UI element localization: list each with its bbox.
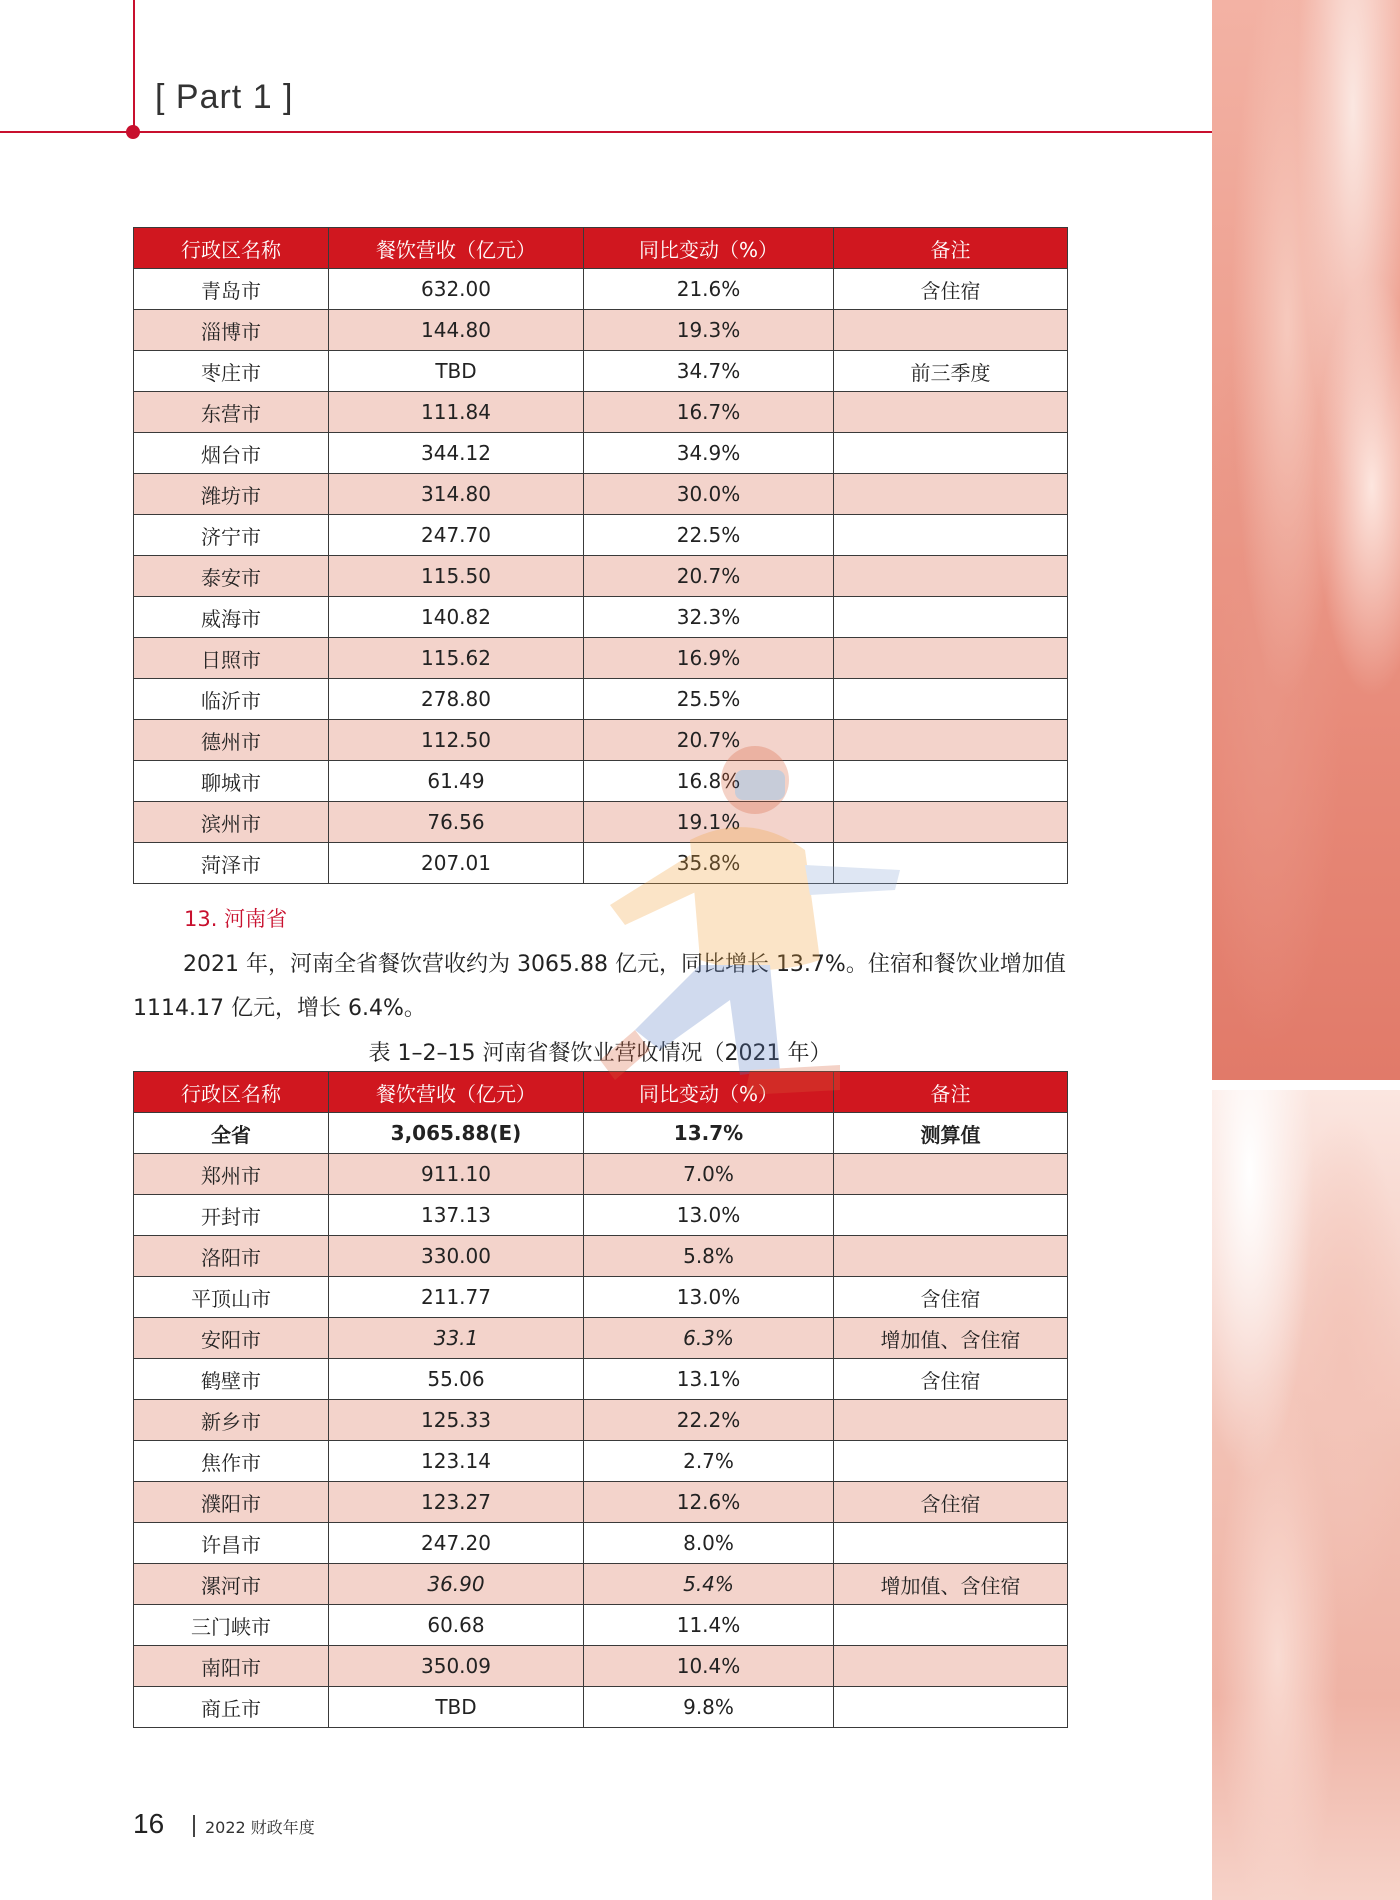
revenue-cell: 330.00 xyxy=(329,1236,584,1277)
region-cell: 滨州市 xyxy=(134,802,329,843)
region-cell: 新乡市 xyxy=(134,1400,329,1441)
change-cell: 22.2% xyxy=(584,1400,834,1441)
page-number: 16 xyxy=(133,1808,165,1839)
note-cell xyxy=(834,392,1068,433)
revenue-cell: 123.14 xyxy=(329,1441,584,1482)
region-cell: 郑州市 xyxy=(134,1154,329,1195)
footer-divider xyxy=(193,1815,195,1837)
change-cell: 5.8% xyxy=(584,1236,834,1277)
revenue-cell: TBD xyxy=(329,1687,584,1728)
table-row xyxy=(134,761,1068,802)
table-row xyxy=(134,597,1068,638)
change-cell: 16.7% xyxy=(584,392,834,433)
table-row-total xyxy=(134,1113,1068,1154)
revenue-cell: 125.33 xyxy=(329,1400,584,1441)
revenue-cell: 111.84 xyxy=(329,392,584,433)
change-cell: 10.4% xyxy=(584,1646,834,1687)
revenue-cell: 137.13 xyxy=(329,1195,584,1236)
revenue-cell: 211.77 xyxy=(329,1277,584,1318)
change-cell: 2.7% xyxy=(584,1441,834,1482)
change-cell: 22.5% xyxy=(584,515,834,556)
table-row xyxy=(134,679,1068,720)
column-header: 备注 xyxy=(834,228,1068,269)
table-row xyxy=(134,556,1068,597)
table-row xyxy=(134,1277,1068,1318)
change-cell: 25.5% xyxy=(584,679,834,720)
change-cell: 16.9% xyxy=(584,638,834,679)
table-caption: 表 1–2–15 河南省餐饮业营收情况（2021 年） xyxy=(368,1041,832,1066)
change-cell: 13.0% xyxy=(584,1195,834,1236)
region-cell: 许昌市 xyxy=(134,1523,329,1564)
region-cell: 三门峡市 xyxy=(134,1605,329,1646)
change-cell: 12.6% xyxy=(584,1482,834,1523)
table-row xyxy=(134,843,1068,884)
region-cell: 平顶山市 xyxy=(134,1277,329,1318)
change-cell: 32.3% xyxy=(584,597,834,638)
table-row xyxy=(134,1687,1068,1728)
table-row xyxy=(134,474,1068,515)
region-cell: 临沂市 xyxy=(134,679,329,720)
region-cell: 烟台市 xyxy=(134,433,329,474)
change-cell: 5.4% xyxy=(584,1564,834,1605)
table-row xyxy=(134,720,1068,761)
change-cell: 13.1% xyxy=(584,1359,834,1400)
region-cell: 濮阳市 xyxy=(134,1482,329,1523)
revenue-cell: 61.49 xyxy=(329,761,584,802)
decorative-photo-bottom xyxy=(1212,1090,1400,1900)
region-cell: 漯河市 xyxy=(134,1564,329,1605)
table-row xyxy=(134,1441,1068,1482)
region-cell: 南阳市 xyxy=(134,1646,329,1687)
note-cell xyxy=(834,1154,1068,1195)
table-header-row xyxy=(134,1072,1068,1113)
table-row xyxy=(134,1236,1068,1277)
note-cell xyxy=(834,597,1068,638)
region-cell: 鹤壁市 xyxy=(134,1359,329,1400)
note-cell xyxy=(834,843,1068,884)
region-cell: 青岛市 xyxy=(134,269,329,310)
revenue-cell: 247.20 xyxy=(329,1523,584,1564)
region-cell: 焦作市 xyxy=(134,1441,329,1482)
revenue-cell: 112.50 xyxy=(329,720,584,761)
note-cell xyxy=(834,720,1068,761)
publication-title: 2022 财政年度 xyxy=(205,1818,315,1837)
change-cell: 34.9% xyxy=(584,433,834,474)
note-cell xyxy=(834,1605,1068,1646)
region-cell: 泰安市 xyxy=(134,556,329,597)
change-cell: 11.4% xyxy=(584,1605,834,1646)
revenue-cell: 123.27 xyxy=(329,1482,584,1523)
revenue-cell: 36.90 xyxy=(329,1564,584,1605)
table-row xyxy=(134,1564,1068,1605)
part-label: [ Part 1 ] xyxy=(155,78,294,116)
region-cell: 东营市 xyxy=(134,392,329,433)
note-cell: 含住宿 xyxy=(834,1482,1068,1523)
change-cell: 7.0% xyxy=(584,1154,834,1195)
region-cell: 菏泽市 xyxy=(134,843,329,884)
revenue-cell: 76.56 xyxy=(329,802,584,843)
revenue-cell: 911.10 xyxy=(329,1154,584,1195)
change-cell: 35.8% xyxy=(584,843,834,884)
table-header-row xyxy=(134,228,1068,269)
change-cell: 6.3% xyxy=(584,1318,834,1359)
decorative-photo-top xyxy=(1212,0,1400,1080)
change-cell: 30.0% xyxy=(584,474,834,515)
column-header: 行政区名称 xyxy=(134,1072,329,1113)
note-cell xyxy=(834,802,1068,843)
note-cell xyxy=(834,433,1068,474)
note-cell xyxy=(834,515,1068,556)
region-cell: 威海市 xyxy=(134,597,329,638)
note-cell: 前三季度 xyxy=(834,351,1068,392)
revenue-cell: 314.80 xyxy=(329,474,584,515)
change-cell: 8.0% xyxy=(584,1523,834,1564)
table-row xyxy=(134,433,1068,474)
revenue-cell: 632.00 xyxy=(329,269,584,310)
table-row xyxy=(134,1605,1068,1646)
region-cell: 淄博市 xyxy=(134,310,329,351)
region-cell: 洛阳市 xyxy=(134,1236,329,1277)
table-row xyxy=(134,269,1068,310)
table-row xyxy=(134,1482,1068,1523)
note-cell: 含住宿 xyxy=(834,269,1068,310)
table-row xyxy=(134,351,1068,392)
region-cell: 聊城市 xyxy=(134,761,329,802)
change-cell: 13.7% xyxy=(584,1113,834,1154)
table-row xyxy=(134,1318,1068,1359)
column-header: 备注 xyxy=(834,1072,1068,1113)
note-cell xyxy=(834,679,1068,720)
change-cell: 20.7% xyxy=(584,556,834,597)
note-cell: 增加值、含住宿 xyxy=(834,1564,1068,1605)
note-cell xyxy=(834,556,1068,597)
change-cell: 16.8% xyxy=(584,761,834,802)
header-dot xyxy=(126,125,140,139)
shandong-revenue-table xyxy=(133,227,1068,884)
header-vertical-rule xyxy=(133,0,135,133)
column-header: 同比变动（%） xyxy=(584,228,834,269)
revenue-cell: TBD xyxy=(329,351,584,392)
revenue-cell: 33.1 xyxy=(329,1318,584,1359)
henan-revenue-table xyxy=(133,1071,1068,1728)
revenue-cell: 60.68 xyxy=(329,1605,584,1646)
table-row xyxy=(134,1400,1068,1441)
table-row xyxy=(134,1646,1068,1687)
region-cell: 日照市 xyxy=(134,638,329,679)
revenue-cell: 278.80 xyxy=(329,679,584,720)
note-cell xyxy=(834,761,1068,802)
note-cell xyxy=(834,1441,1068,1482)
note-cell: 含住宿 xyxy=(834,1359,1068,1400)
table-row xyxy=(134,1154,1068,1195)
region-cell: 开封市 xyxy=(134,1195,329,1236)
table-row xyxy=(134,515,1068,556)
change-cell: 19.1% xyxy=(584,802,834,843)
table-row xyxy=(134,310,1068,351)
region-cell: 枣庄市 xyxy=(134,351,329,392)
note-cell xyxy=(834,1400,1068,1441)
column-header: 同比变动（%） xyxy=(584,1072,834,1113)
note-cell xyxy=(834,638,1068,679)
column-header: 餐饮营收（亿元） xyxy=(329,228,584,269)
note-cell: 含住宿 xyxy=(834,1277,1068,1318)
note-cell xyxy=(834,1195,1068,1236)
note-cell xyxy=(834,474,1068,515)
section-paragraph: 2021 年，河南全省餐饮营收约为 3065.88 亿元，同比增长 13.7%。住宿和餐饮业增加值 1114.17 亿元，增长 6.4%。 xyxy=(133,952,1066,1021)
revenue-cell: 207.01 xyxy=(329,843,584,884)
change-cell: 21.6% xyxy=(584,269,834,310)
region-cell: 潍坊市 xyxy=(134,474,329,515)
note-cell xyxy=(834,310,1068,351)
table-row xyxy=(134,1523,1068,1564)
table-row xyxy=(134,638,1068,679)
column-header: 餐饮营收（亿元） xyxy=(329,1072,584,1113)
revenue-cell: 344.12 xyxy=(329,433,584,474)
table-row xyxy=(134,392,1068,433)
note-cell xyxy=(834,1236,1068,1277)
change-cell: 13.0% xyxy=(584,1277,834,1318)
column-header: 行政区名称 xyxy=(134,228,329,269)
header-horizontal-rule xyxy=(0,131,1212,133)
change-cell: 20.7% xyxy=(584,720,834,761)
region-cell: 全省 xyxy=(134,1113,329,1154)
table-row xyxy=(134,1359,1068,1400)
region-cell: 济宁市 xyxy=(134,515,329,556)
revenue-cell: 144.80 xyxy=(329,310,584,351)
region-cell: 安阳市 xyxy=(134,1318,329,1359)
region-cell: 德州市 xyxy=(134,720,329,761)
note-cell xyxy=(834,1687,1068,1728)
note-cell xyxy=(834,1646,1068,1687)
revenue-cell: 115.62 xyxy=(329,638,584,679)
note-cell: 增加值、含住宿 xyxy=(834,1318,1068,1359)
revenue-cell: 247.70 xyxy=(329,515,584,556)
revenue-cell: 115.50 xyxy=(329,556,584,597)
change-cell: 9.8% xyxy=(584,1687,834,1728)
note-cell: 测算值 xyxy=(834,1113,1068,1154)
region-cell: 商丘市 xyxy=(134,1687,329,1728)
table-row xyxy=(134,802,1068,843)
table-row xyxy=(134,1195,1068,1236)
change-cell: 34.7% xyxy=(584,351,834,392)
note-cell xyxy=(834,1523,1068,1564)
change-cell: 19.3% xyxy=(584,310,834,351)
revenue-cell: 3,065.88(E) xyxy=(329,1113,584,1154)
revenue-cell: 55.06 xyxy=(329,1359,584,1400)
revenue-cell: 350.09 xyxy=(329,1646,584,1687)
section-title: 13. 河南省 xyxy=(184,907,288,931)
revenue-cell: 140.82 xyxy=(329,597,584,638)
